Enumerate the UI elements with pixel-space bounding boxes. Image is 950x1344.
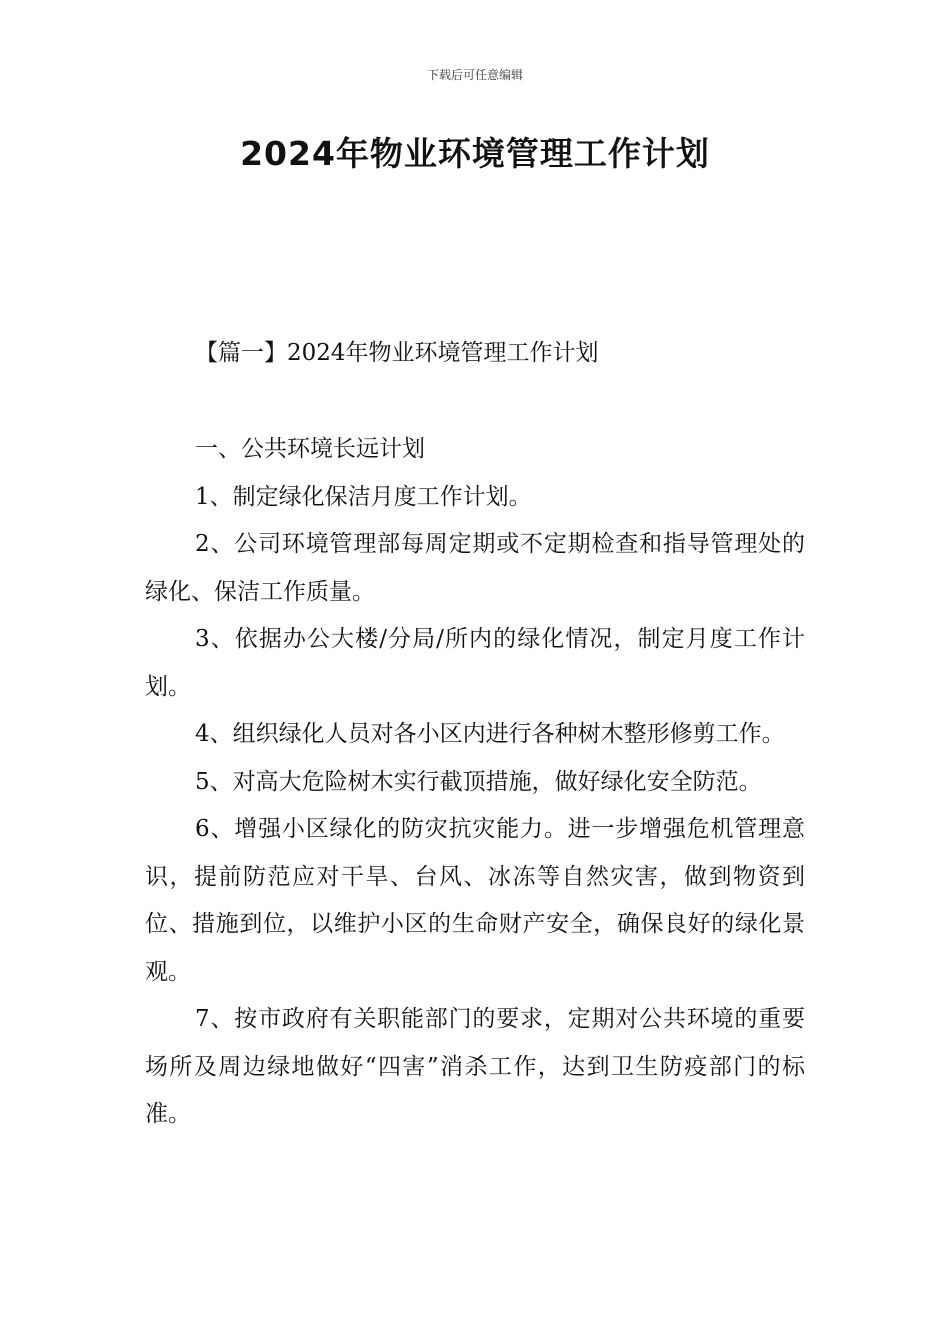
paragraph-item-2: 2、公司环境管理部每周定期或不定期检查和指导管理处的绿化、保洁工作质量。 xyxy=(145,531,805,605)
document-body xyxy=(145,426,805,1139)
header-note: 下载后可任意编辑 xyxy=(426,68,523,82)
paragraph-item-5: 5、对高大危险树木实行截顶措施，做好绿化安全防范。 xyxy=(195,768,762,795)
paragraph-item-4: 4、组织绿化人员对各小区内进行各种树木整形修剪工作。 xyxy=(195,721,785,747)
section-heading: 【篇一】2024年物业环境管理工作计划 xyxy=(195,340,599,366)
paragraph-item-6: 6、增强小区绿化的防灾抗灾能力。进一步增强危机管理意识，提前防范应对干旱、台风、冰冻等自然灾害，做到物资到位、措施到位，以维护小区的生命财产安全，确保良好的绿化景观。 xyxy=(145,816,805,985)
paragraph-item-7: 7、按市政府有关职能部门的要求，定期对公共环境的重要场所及周边绿地做好“四害”消杀工作，达到卫生防疫部门的标准。 xyxy=(145,1006,805,1127)
paragraph-item-3: 3、依据办公大楼/分局/所内的绿化情况，制定月度工作计划。 xyxy=(145,626,805,700)
document-title: 2024年物业环境管理工作计划 xyxy=(240,134,710,173)
paragraph-item-1: 1、制定绿化保洁月度工作计划。 xyxy=(195,483,532,510)
paragraph-heading-1: 一、公共环境长远计划 xyxy=(195,436,425,462)
